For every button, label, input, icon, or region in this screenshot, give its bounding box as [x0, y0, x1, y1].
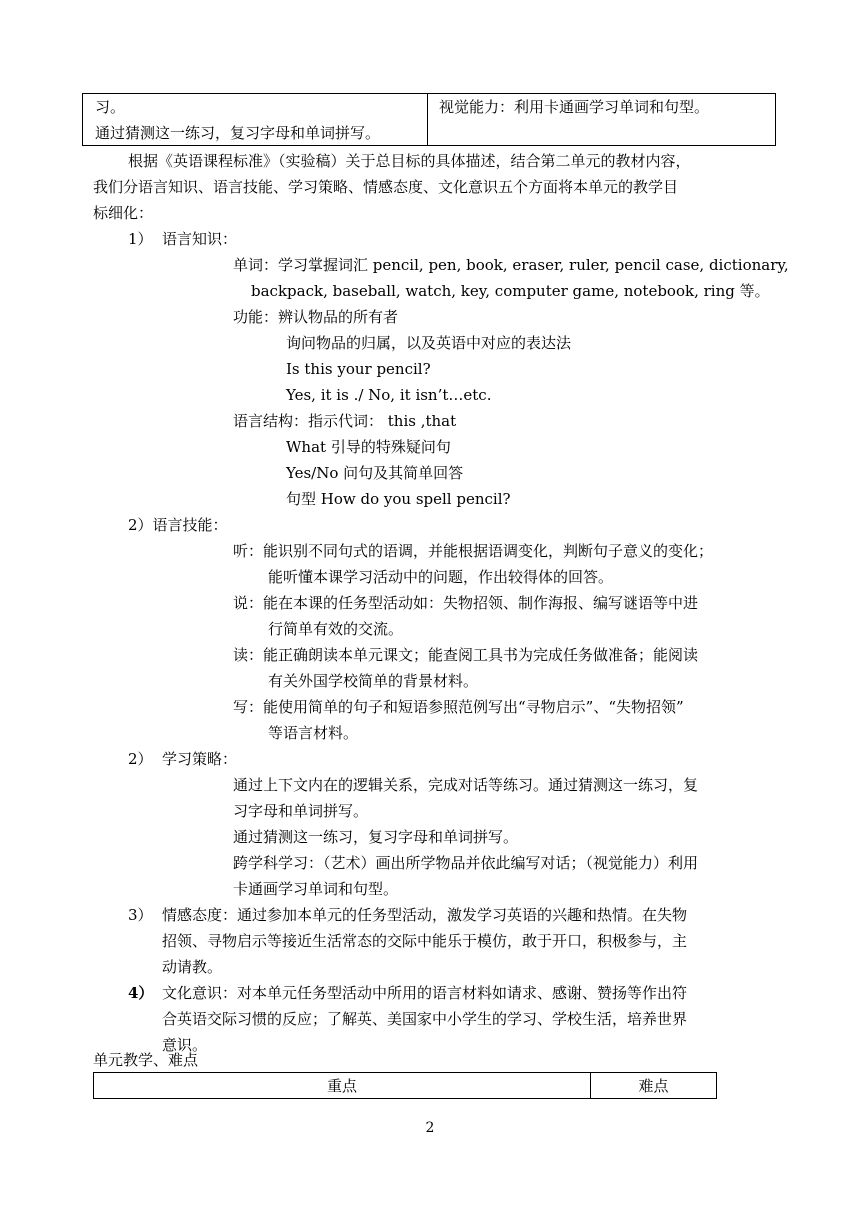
structure-line-1: 语言结构：指示代词： this ,that: [233, 412, 457, 430]
strategy-line-4: 跨学科学习：（艺术）画出所学物品并依此编写对话；（视觉能力）利用: [233, 854, 699, 872]
function-line-3: Is this your pencil?: [286, 360, 431, 378]
section1-title: 语言知识：: [162, 230, 238, 248]
structure-line-2: What 引导的特殊疑问句: [286, 438, 451, 456]
culture-line-1: 文化意识：对本单元任务型活动中所用的语言材料如请求、感谢、赞扬等作出符: [162, 984, 688, 1002]
strategy-line-3: 通过猜测这一练习，复习字母和单词拼写。: [233, 828, 519, 846]
bottom-table: [93, 1072, 717, 1099]
intro-line-1: 根据《英语课程标准》（实验稿）关于总目标的具体描述，结合第二单元的教材内容，: [128, 152, 691, 170]
section4-number: 3）: [128, 906, 153, 924]
page-number: 2: [425, 1120, 435, 1136]
table-header-difficulties: 难点: [638, 1077, 669, 1095]
top-table: [82, 93, 776, 146]
listen-line-2: 能听懂本课学习活动中的问题，作出较得体的回答。: [268, 568, 614, 586]
structure-line-4: 句型 How do you spell pencil?: [286, 490, 511, 508]
speak-line-2: 行简单有效的交流。: [268, 620, 404, 638]
write-line-1: 写：能使用简单的句子和短语参照范例写出“寻物启示”、“失物招领”: [233, 698, 684, 716]
function-line-2: 询问物品的归属，以及英语中对应的表达法: [286, 334, 572, 352]
section1-number: 1）: [128, 230, 153, 248]
intro-line-2: 我们分语言知识、语言技能、学习策略、情感态度、文化意识五个方面将本单元的教学目: [93, 178, 679, 196]
strategy-line-5: 卡通画学习单词和句型。: [233, 880, 399, 898]
section5-number: 4）: [128, 984, 154, 1002]
strategy-line-2: 习字母和单词拼写。: [233, 802, 369, 820]
function-line-4: Yes, it is ./ No, it isn’t…etc.: [286, 386, 492, 404]
read-line-1: 读：能正确朗读本单元课文；能查阅工具书为完成任务做准备；能阅读: [233, 646, 699, 664]
section3-number: 2）: [128, 750, 153, 768]
vocab-line-1: 单词：学习掌握词汇 pencil, pen, book, eraser, ruler, pencil case, dictionary,: [233, 256, 789, 274]
function-line-1: 功能：辨认物品的所有者: [233, 308, 399, 326]
section2-title: 2）语言技能：: [128, 516, 228, 534]
table-cell-right-line1: 视觉能力：利用卡通画学习单词和句型。: [439, 98, 710, 116]
attitude-line-1: 情感态度：通过参加本单元的任务型活动，激发学习英语的兴趣和热情。在失物: [162, 906, 688, 924]
strategy-line-1: 通过上下文内在的逻辑关系，完成对话等练习。通过猜测这一练习，复: [233, 776, 699, 794]
table-cell-left-line2: 通过猜测这一练习，复习字母和单词拼写。: [95, 124, 381, 142]
attitude-line-2: 招领、寻物启示等接近生活常态的交际中能乐于模仿，敢于开口，积极参与，主: [162, 932, 688, 950]
section3-title: 学习策略：: [162, 750, 238, 768]
table-cell-left-line1: 习。: [95, 98, 126, 116]
structure-line-3: Yes/No 问句及其简单回答: [286, 464, 464, 482]
unit-heading: 单元教学、难点: [93, 1051, 199, 1069]
vocab-line-2: backpack, baseball, watch, key, computer game, notebook, ring 等。: [251, 282, 770, 300]
listen-line-1: 听：能识别不同句式的语调，并能根据语调变化，判断句子意义的变化；: [233, 542, 714, 560]
culture-line-2: 合英语交际习惯的反应；了解英、美国家中小学生的学习、学校生活，培养世界: [162, 1010, 688, 1028]
table-divider: [427, 94, 428, 145]
intro-line-3: 标细化：: [93, 204, 154, 222]
attitude-line-3: 动请教。: [162, 958, 223, 976]
read-line-2: 有关外国学校简单的背景材料。: [268, 672, 479, 690]
speak-line-1: 说：能在本课的任务型活动如：失物招领、制作海报、编写谜语等中进: [233, 594, 699, 612]
write-line-2: 等语言材料。: [268, 724, 359, 742]
culture-line-3: 意识。: [162, 1036, 208, 1054]
table-header-key-points: 重点: [326, 1077, 357, 1095]
